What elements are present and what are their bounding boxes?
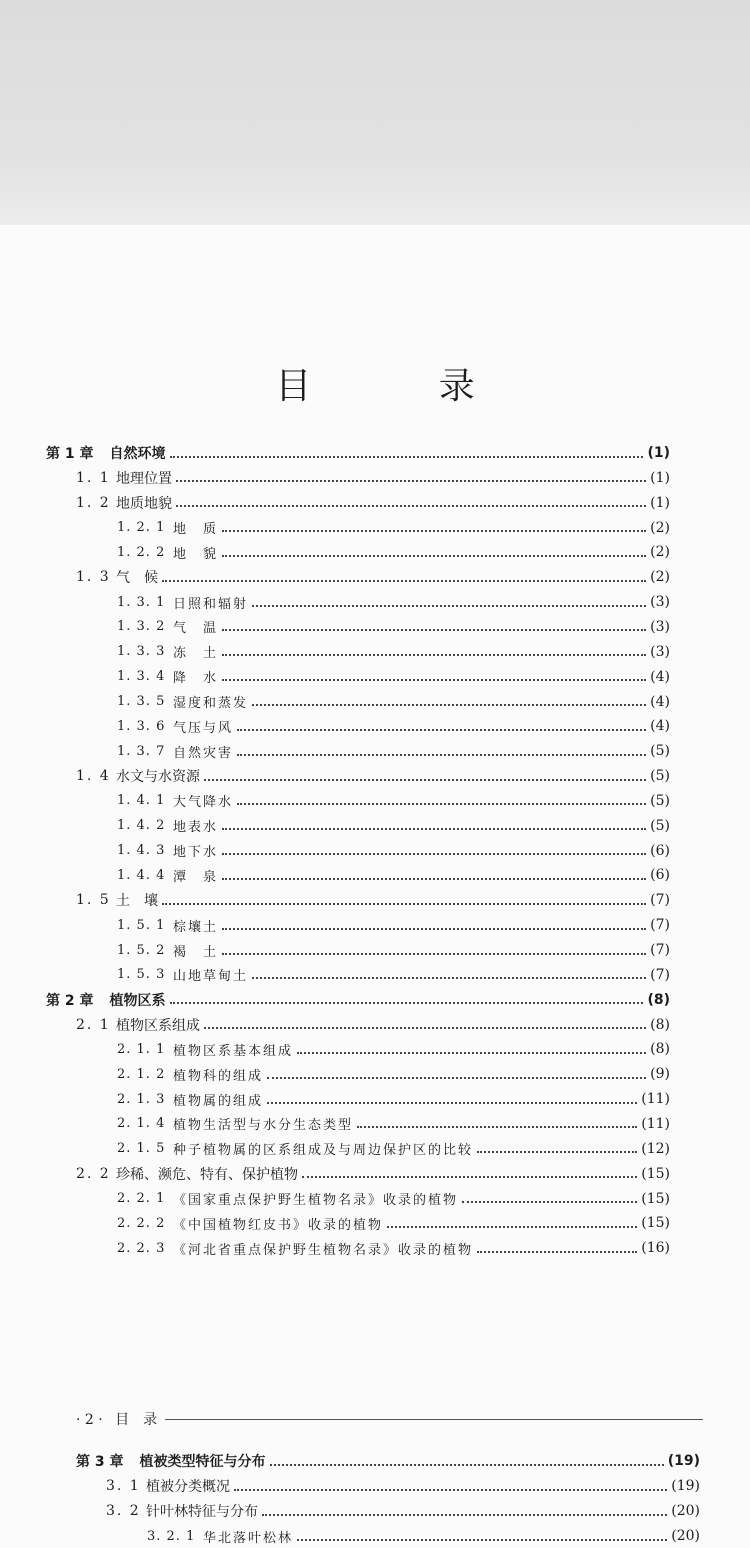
toc-number: 1. 5 [76, 892, 111, 909]
toc-page-number: (3) [650, 618, 670, 635]
dot-leader [297, 1538, 667, 1541]
toc-page-number: (8) [650, 1016, 670, 1033]
dot-leader [387, 1225, 637, 1228]
toc-label: 潭 泉 [173, 869, 219, 885]
toc-page-number: (8) [647, 991, 670, 1008]
toc-entry-sub [117, 665, 670, 689]
dot-leader [252, 976, 646, 979]
toc-entry-chapter [46, 441, 670, 465]
toc-entry-sub [117, 1137, 670, 1161]
toc-entry-sec [76, 491, 670, 515]
dot-leader [237, 753, 646, 756]
dot-leader [222, 678, 646, 681]
dot-leader [222, 927, 646, 930]
toc-page-number: (4) [650, 693, 670, 710]
toc-page-number: (1) [650, 469, 670, 486]
toc-page-number: (6) [650, 867, 670, 884]
dot-leader [170, 455, 644, 458]
dot-leader [262, 1513, 667, 1516]
toc-label: 地质地貌 [116, 495, 172, 512]
toc-entry-chapter [76, 1449, 700, 1473]
toc-page-number: (11) [641, 1115, 670, 1132]
toc-label: 珍稀、濒危、特有、保护植物 [116, 1166, 298, 1183]
toc-number: 1. 4. 3 [117, 843, 166, 859]
toc-entry-sec [106, 1474, 700, 1498]
dot-leader [204, 1026, 646, 1029]
toc-number: 1. 4 [76, 768, 111, 785]
dot-leader [222, 554, 646, 557]
dot-leader [302, 1175, 637, 1178]
toc-entry-sec [76, 565, 670, 589]
toc-label: 水文与水资源 [116, 769, 200, 786]
toc-label: 大气降水 [173, 795, 234, 811]
dot-leader [222, 653, 646, 656]
toc-number: 2. 2 [76, 1165, 111, 1182]
toc-label: 植被类型特征与分布 [139, 1454, 266, 1470]
running-header-title: 目 录 [115, 1412, 158, 1428]
toc-entry-sub [117, 739, 670, 763]
toc-number: 1. 5. 1 [117, 917, 166, 933]
toc-number: 1. 3. 2 [117, 619, 166, 635]
toc-entry-sub [117, 938, 670, 962]
toc-page-number: (2) [650, 519, 670, 536]
toc-number: 2. 2. 3 [117, 1240, 166, 1256]
toc-label: 植物生活型与水分生态类型 [173, 1118, 354, 1134]
dot-leader [234, 1488, 667, 1491]
toc-label: 地理位置 [116, 470, 172, 487]
scan-top-margin [0, 0, 750, 225]
dot-leader [477, 1150, 637, 1153]
toc-page-number: (19) [671, 1478, 700, 1494]
toc-number: 1. 4. 1 [117, 793, 166, 809]
toc-number: 1. 5. 3 [117, 967, 166, 983]
toc-label: 自然环境 [109, 446, 166, 462]
toc-entry-sub [117, 1112, 670, 1136]
toc-entry-sub [117, 863, 670, 887]
toc-label: 气压与风 [173, 720, 234, 736]
toc-entry-sec [76, 888, 670, 912]
dot-leader [462, 1200, 637, 1203]
dot-leader [176, 504, 646, 507]
dot-leader [222, 529, 646, 532]
toc-number: 3. 2 [106, 1503, 141, 1519]
dot-leader [162, 579, 646, 582]
toc-number: 1. 2. 2 [117, 544, 166, 560]
running-header [76, 1409, 165, 1429]
dot-leader [477, 1250, 637, 1253]
toc-number: 1. 1 [76, 469, 111, 486]
toc-page-number: (3) [650, 594, 670, 611]
toc-entry-sec [76, 466, 670, 490]
toc-entry-sub [117, 540, 670, 564]
toc-page-number: (4) [650, 718, 670, 735]
toc-page-number: (5) [650, 768, 670, 785]
toc-label: 土 壤 [116, 893, 158, 910]
toc-label: 《国家重点保护野生植物名录》收录的植物 [173, 1193, 459, 1208]
dot-leader [204, 778, 646, 781]
toc-page-number: (6) [650, 842, 670, 859]
toc-page-number: (7) [650, 892, 670, 909]
toc-number: 1. 3. 5 [117, 694, 166, 709]
toc-label: 针叶林特征与分布 [146, 1504, 258, 1520]
dot-leader [222, 827, 646, 830]
dot-leader [170, 1001, 644, 1004]
toc-number: 3. 1 [106, 1478, 141, 1494]
toc-page-number: (8) [650, 1041, 670, 1058]
dot-leader [297, 1051, 646, 1054]
toc-number: 1. 2 [76, 494, 111, 511]
toc-entry-sub [117, 714, 670, 738]
toc-number: 1. 3. 6 [117, 718, 166, 734]
dot-leader [252, 604, 646, 607]
toc-entry-sub [117, 516, 670, 540]
toc-entry-sub [117, 590, 670, 614]
toc-number: 1. 3 [76, 569, 111, 586]
dot-leader [222, 852, 646, 855]
toc-entry-sub [117, 839, 670, 863]
toc-entry-sec [76, 1162, 670, 1186]
dot-leader [222, 952, 646, 955]
toc-label: 气 温 [173, 621, 219, 637]
toc-label: 冻 土 [173, 646, 219, 662]
dot-leader [176, 479, 646, 482]
toc-page-number: (2) [650, 569, 670, 586]
toc-number: 1. 3. 1 [117, 594, 166, 610]
toc-number: 2. 1. 3 [117, 1091, 166, 1107]
toc-page-number: (19) [667, 1453, 700, 1469]
toc-number: 2. 2. 1 [117, 1191, 166, 1206]
toc-label: 地表水 [173, 820, 219, 836]
toc-label: 植物区系组成 [116, 1017, 200, 1034]
toc-label: 褐 土 [173, 944, 219, 960]
toc-entry-sub [117, 1037, 670, 1061]
toc-page-number: (5) [650, 743, 670, 760]
toc-number: 2. 2. 2 [117, 1215, 166, 1231]
toc-label: 《河北省重点保护野生植物名录》收录的植物 [173, 1242, 474, 1258]
toc-entry-sub [117, 1236, 670, 1260]
toc-entry-sub [117, 1062, 670, 1086]
dot-leader [270, 1463, 664, 1466]
toc-page-number: (5) [650, 792, 670, 809]
toc-number: 第 2 章 [46, 992, 94, 1009]
toc-label: 植物科的组成 [173, 1068, 264, 1084]
toc-label: 山地草甸土 [173, 969, 249, 985]
toc-number: 2. 1. 2 [117, 1066, 166, 1082]
toc-page-number: (15) [641, 1190, 670, 1207]
toc-number: 2. 1. 5 [117, 1141, 166, 1157]
header-rule [165, 1419, 703, 1420]
toc-label: 降 水 [173, 671, 219, 687]
toc-entry-sub [117, 913, 670, 937]
toc-page-number: (15) [641, 1215, 670, 1232]
toc-page-number: (20) [671, 1528, 700, 1544]
toc-label: 《中国植物红皮书》收录的植物 [173, 1217, 384, 1233]
toc-label: 地下水 [173, 845, 219, 861]
toc-number: 1. 3. 3 [117, 644, 166, 660]
toc-page-number: (11) [641, 1091, 670, 1108]
toc-number: 1. 2. 1 [117, 520, 166, 536]
toc-page-number: (3) [650, 643, 670, 660]
toc-page-number: (7) [650, 917, 670, 934]
toc-number: 2. 1 [76, 1016, 111, 1033]
dot-leader [267, 1101, 637, 1104]
dot-leader [267, 1076, 646, 1079]
toc-entry-sub [117, 1187, 670, 1211]
toc-number: 1. 3. 7 [117, 743, 166, 759]
toc-entry-sub [117, 615, 670, 639]
toc-page-number: (12) [641, 1140, 670, 1157]
toc-label: 华北落叶松林 [203, 1530, 294, 1546]
toc-page-number: (15) [641, 1165, 670, 1182]
toc-number: 2. 1. 1 [117, 1041, 166, 1057]
dot-leader [237, 728, 646, 731]
toc-entry-sub [117, 1087, 670, 1111]
toc-entry-sub [117, 789, 670, 813]
dot-leader [237, 802, 646, 805]
toc-number: 3. 2. 1 [147, 1528, 196, 1544]
toc-entry-sub [117, 1211, 670, 1235]
toc-entry-sub [117, 963, 670, 987]
toc-entry-sec [106, 1499, 700, 1523]
page-marker: · 2 · [76, 1412, 103, 1428]
toc-entry-sub [147, 1524, 700, 1548]
toc-page-number: (1) [647, 445, 670, 461]
toc-entry-sub [117, 640, 670, 664]
toc-label: 植物区系基本组成 [173, 1043, 294, 1059]
dot-leader [222, 628, 646, 631]
toc-page-number: (2) [650, 544, 670, 561]
toc-number: 2. 1. 4 [117, 1116, 166, 1132]
toc-entry-sub [117, 690, 670, 714]
toc-page-number: (4) [650, 668, 670, 685]
toc-label: 日照和辐射 [173, 596, 249, 612]
toc-label: 气 候 [116, 570, 158, 587]
toc-entry-chapter [46, 988, 670, 1012]
toc-label: 植物区系 [109, 992, 166, 1009]
toc-label: 自然灾害 [173, 745, 234, 761]
toc-number: 第 1 章 [46, 446, 94, 462]
toc-number: 1. 4. 2 [117, 818, 166, 834]
toc-label: 湿度和蒸发 [173, 696, 249, 711]
toc-label: 种子植物属的区系组成及与周边保护区的比较 [173, 1143, 474, 1159]
toc-page-number: (1) [650, 494, 670, 511]
toc-page-number: (16) [641, 1240, 670, 1257]
toc-page-number: (20) [671, 1503, 700, 1519]
toc-number: 1. 3. 4 [117, 669, 166, 685]
toc-label: 地 质 [173, 522, 219, 538]
toc-page-number: (7) [650, 942, 670, 958]
toc-label: 棕壤土 [173, 919, 219, 935]
toc-entry-sec [76, 764, 670, 788]
toc-entry-sub [117, 814, 670, 838]
toc-number: 1. 5. 2 [117, 942, 166, 958]
toc-entry-sec [76, 1013, 670, 1037]
toc-label: 地 貌 [173, 546, 219, 562]
page-title: 目 录 [275, 366, 533, 407]
toc-page-number: (7) [650, 966, 670, 983]
toc-number: 第 3 章 [76, 1454, 124, 1470]
toc-label: 植被分类概况 [146, 1479, 230, 1495]
dot-leader [357, 1125, 637, 1128]
dot-leader [222, 877, 646, 880]
toc-page-number: (5) [650, 817, 670, 834]
toc-number: 1. 4. 4 [117, 867, 166, 883]
dot-leader [162, 902, 646, 905]
toc-page-number: (9) [650, 1066, 670, 1083]
dot-leader [252, 703, 646, 706]
toc-label: 植物属的组成 [173, 1093, 264, 1109]
